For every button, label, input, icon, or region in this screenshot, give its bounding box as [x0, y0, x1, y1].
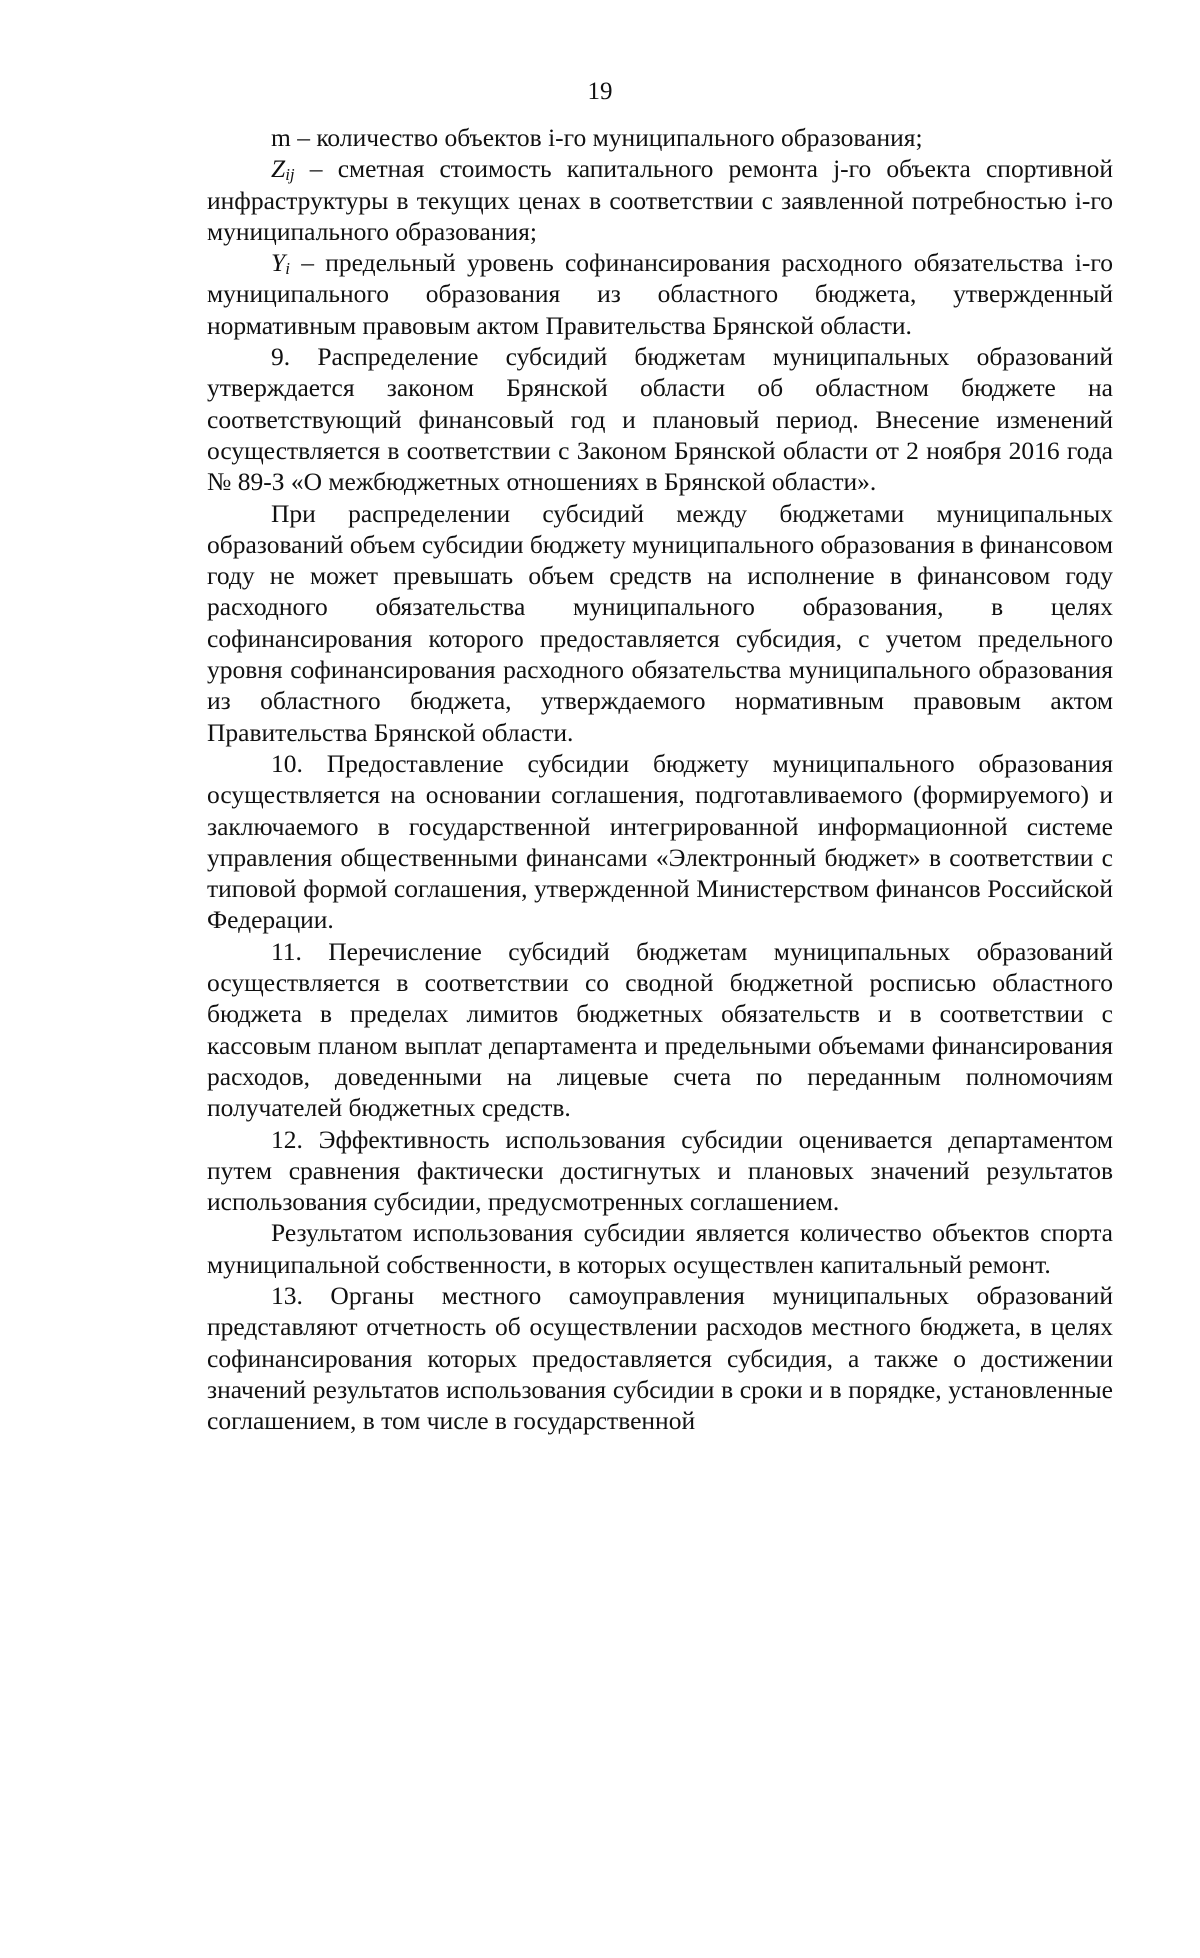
paragraph-10: 10. Предоставление субсидии бюджету муниципального образования осуществляется на основании соглашения, подготавливаемого (формируемого) и заключаемого в государственной интегрированной информационной системе управления общественными финансами «Электронный бюджет» в соответствии с типовой формой соглашения, утвержденной Министерством финансов Российской Федерации.	[207, 748, 1113, 935]
document-body	[207, 122, 1113, 1436]
y-symbol: Y	[271, 248, 286, 278]
z-symbol: Z	[271, 154, 286, 184]
y-subscript: i	[285, 259, 290, 279]
page-number: 19	[587, 78, 613, 105]
z-definition-text: – сметная стоимость капитального ремонта j-го объекта спортивной инфраструктуры в текущих ценах в соответствии с заявленной потребностью i-го муниципального образования;	[207, 154, 1113, 246]
paragraph-13: 13. Органы местного самоуправления муниципальных образований представляют отчетность об осуществлении расходов местного бюджета, в целях софинансирования которых предоставляется субсидия, а также о достижении значений результатов использования субсидии в сроки и в порядке, установленные соглашением, в том числе в государственной	[207, 1280, 1113, 1436]
paragraph-12-continued: Результатом использования субсидии является количество объектов спорта муниципальной собственности, в которых осуществлен капитальный ремонт.	[207, 1218, 1113, 1279]
y-variable	[271, 248, 290, 277]
z-subscript: ij	[285, 165, 295, 185]
paragraph-y-definition	[207, 247, 1113, 341]
paragraph-z-definition	[207, 153, 1113, 247]
paragraph-12: 12. Эффективность использования субсидии оценивается департаментом путем сравнения фактически достигнутых и плановых значений результатов использования субсидии, предусмотренных соглашением.	[207, 1124, 1113, 1217]
paragraph-9: 9. Распределение субсидий бюджетам муниципальных образований утверждается законом Брянской области об областном бюджете на соответствующий финансовый год и плановый период. Внесение изменений осуществляется в соответствии с Законом Брянской области от 2 ноября 2016 года № 89-З «О межбюджетных отношениях в Брянской области».	[207, 342, 1113, 497]
z-variable	[271, 154, 295, 183]
paragraph-11: 11. Перечисление субсидий бюджетам муниципальных образований осуществляется в соответствии со сводной бюджетной росписью областного бюджета в пределах лимитов бюджетных обязательств и в соответствии с кассовым планом выплат департамента и предельными объемами финансирования расходов, доведенными на лицевые счета по переданным полномочиям получателей бюджетных средств.	[207, 936, 1113, 1123]
paragraph-9-continued: При распределении субсидий между бюджетами муниципальных образований объем субсидии бюджету муниципального образования в финансовом году не может превышать объем средств на исполнение в финансовом году расходного обязательства муниципального образования, в целях софинансирования которого предоставляется субсидия, с учетом предельного уровня софинансирования расходного обязательства муниципального образования из областного бюджета, утверждаемого нормативным правовым актом Правительства Брянской области.	[207, 498, 1113, 747]
y-definition-text: – предельный уровень софинансирования расходного обязательства i-го муниципального образования из областного бюджета, утвержденный нормативным правовым актом Правительства Брянской области.	[207, 248, 1113, 340]
paragraph-m-definition: m – количество объектов i-го муниципального образования;	[271, 123, 923, 152]
